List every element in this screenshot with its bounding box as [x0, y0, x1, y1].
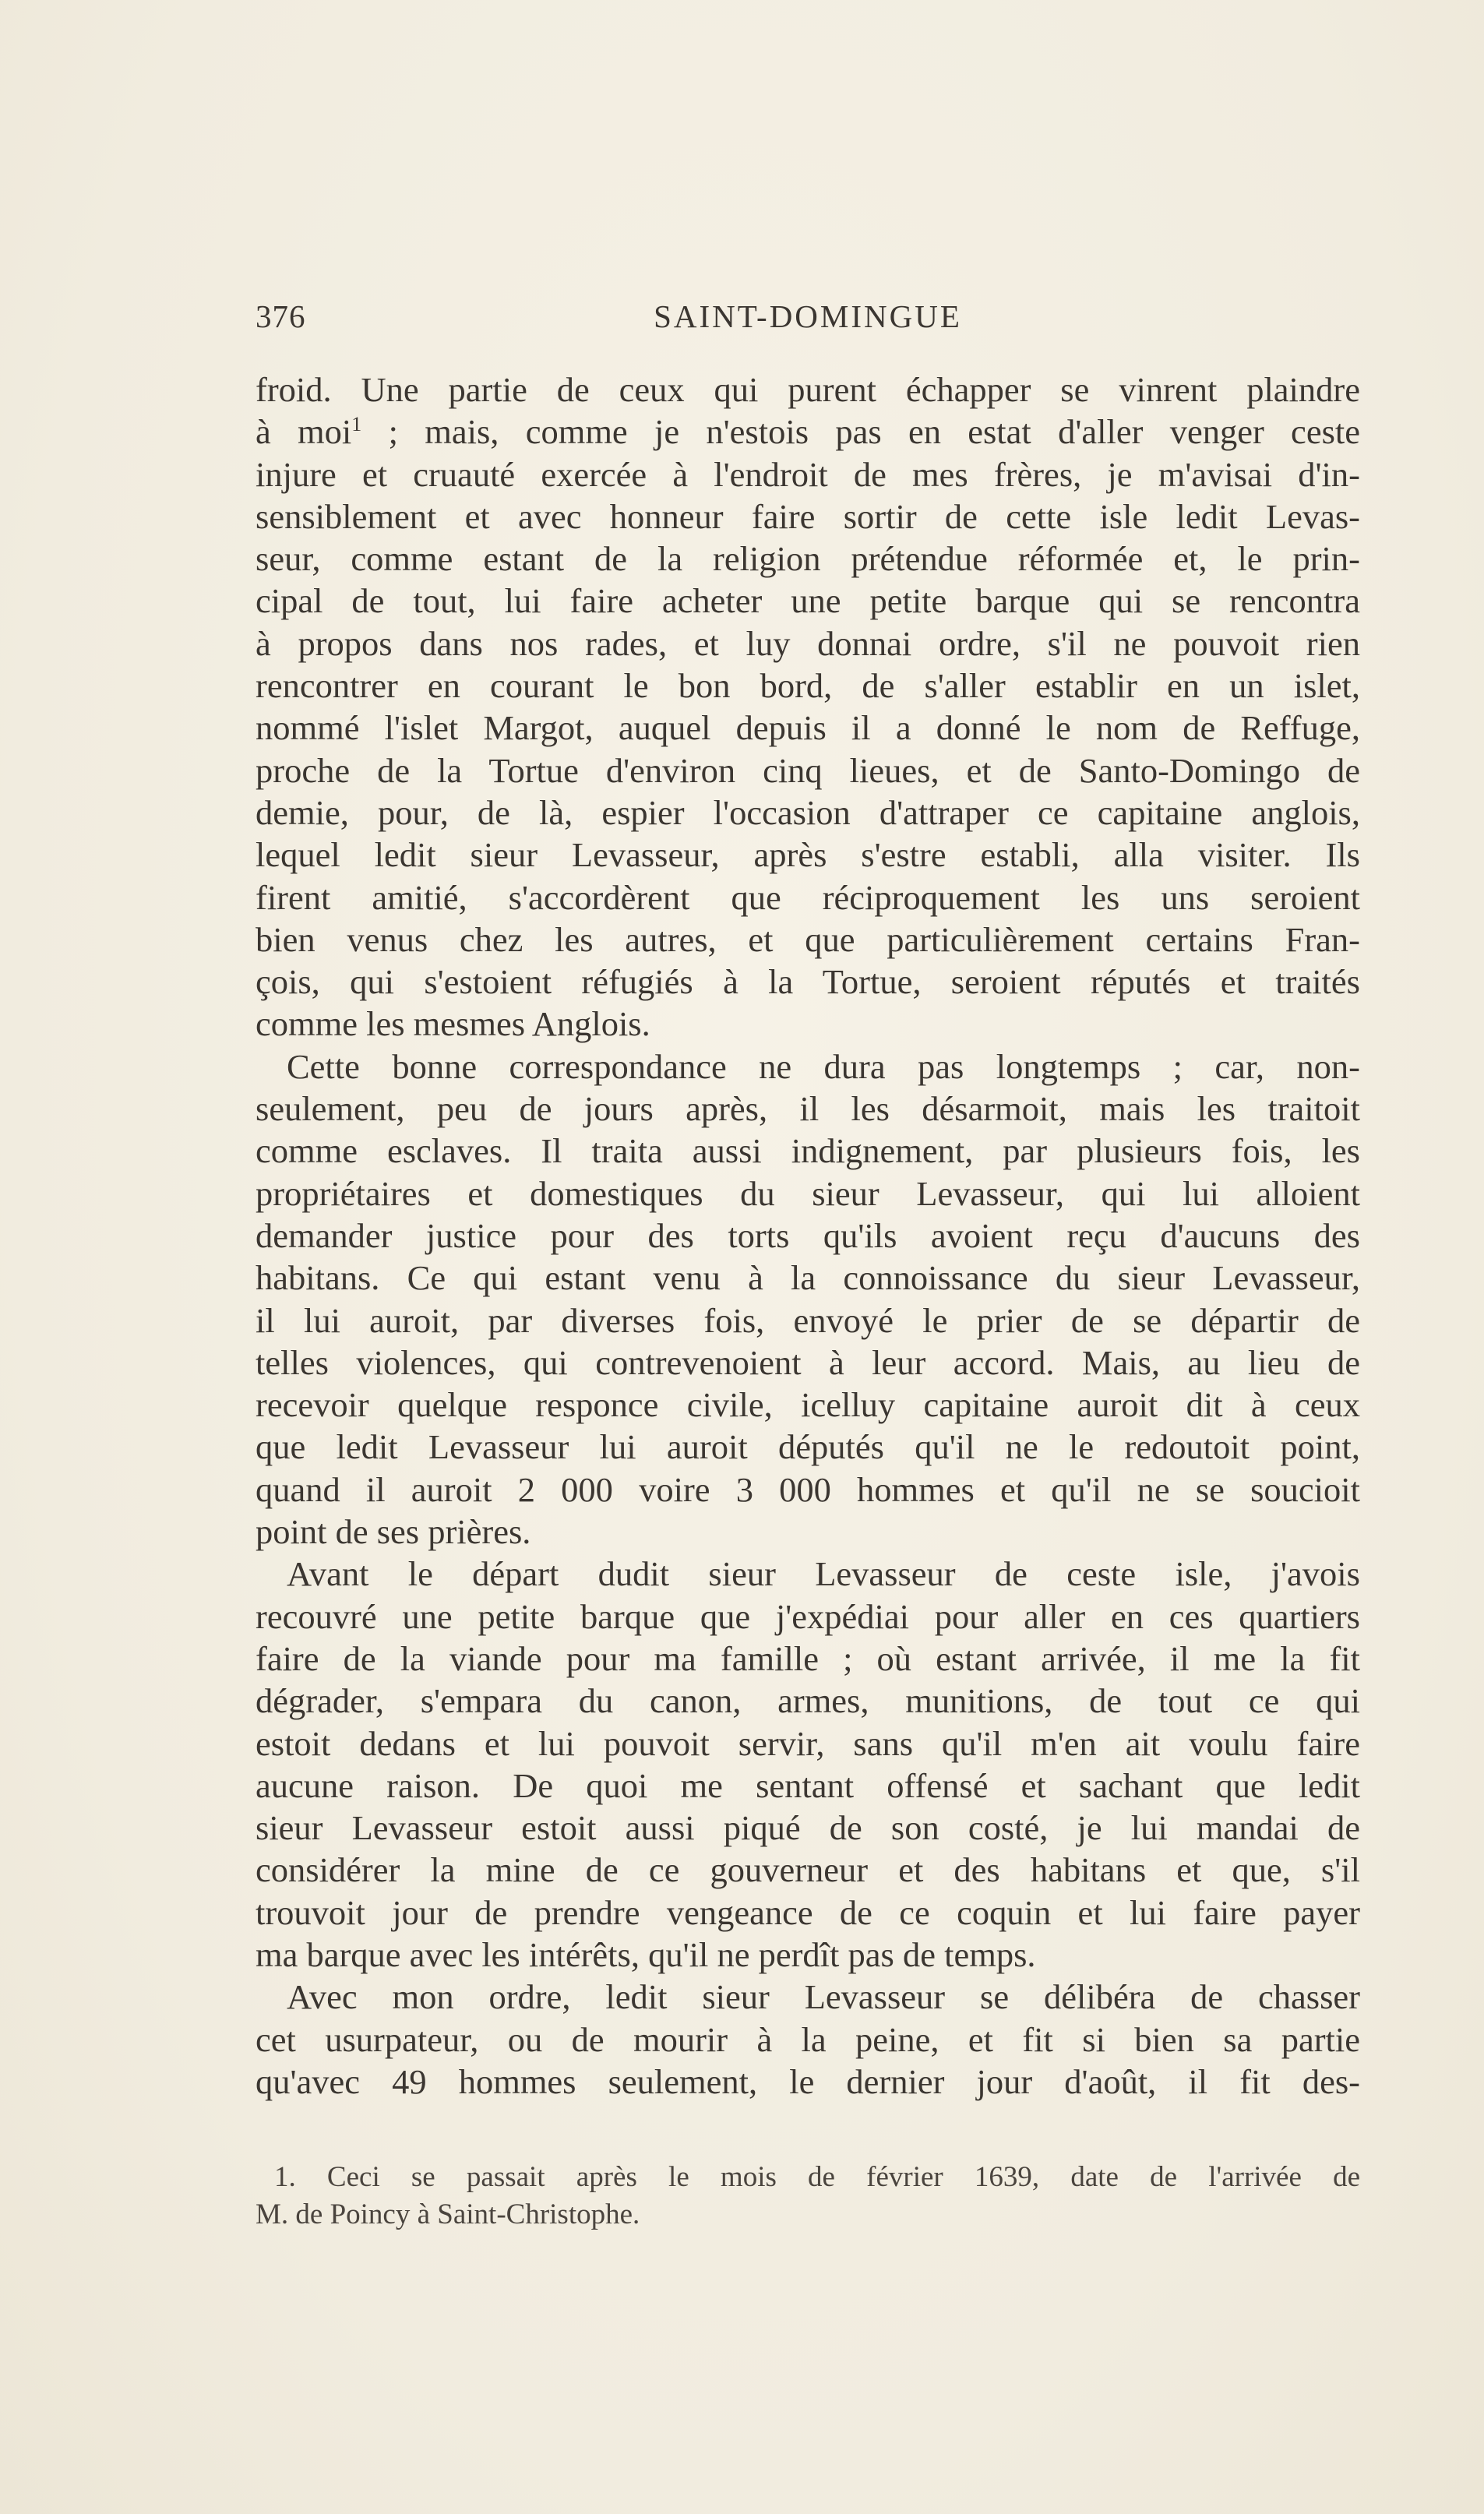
paragraph-end-line: ma barque avec les intérêts, qu'il ne perdît pas de temps. — [256, 1934, 1036, 1974]
paragraph-start-line: Avant le départ dudit sieur Levasseur de ceste isle, j'avois — [287, 1554, 1360, 1594]
footnote-line: 1. Ceci se passait après le mois de février 1639, date de l'arrivée de — [274, 2161, 1360, 2193]
text-line: demie, pour, de là, espier l'occasion d'attraper ce capitaine anglois, — [256, 792, 1360, 832]
text-line: considérer la mine de ce gouverneur et des habitans et que, s'il — [256, 1850, 1360, 1890]
footnote-reference: 1 — [351, 413, 362, 436]
text-line: quand il auroit 2 000 voire 3 000 hommes et qu'il ne se soucioit — [256, 1469, 1360, 1509]
text-line: bien venus chez les autres, et que particulièrement certains Fran- — [256, 919, 1360, 959]
text-line: sensiblement et avec honneur faire sortir de cette isle ledit Levas- — [256, 496, 1360, 536]
text-line: cet usurpateur, ou de mourir à la peine, et fit si bien sa partie — [256, 2019, 1360, 2059]
page-number: 376 — [256, 298, 306, 334]
text-line: qu'avec 49 hommes seulement, le dernier jour d'août, il fit des- — [256, 2061, 1360, 2101]
text-line: froid. Une partie de ceux qui purent échapper se vinrent plaindre — [256, 370, 1360, 409]
text-line: estoit dedans et lui pouvoit servir, sans qu'il m'en ait voulu faire — [256, 1723, 1360, 1763]
paragraph-end-line: point de ses prières. — [256, 1512, 531, 1552]
text-line: nommé l'islet Margot, auquel depuis il a donné le nom de Reffuge, — [256, 708, 1360, 748]
text-line: dégrader, s'empara du canon, armes, munitions, de tout ce qui — [256, 1681, 1360, 1721]
text-line: propriétaires et domestiques du sieur Levasseur, qui lui alloient — [256, 1173, 1360, 1213]
text-line: que ledit Levasseur lui auroit députés qu'il ne le redoutoit point, — [256, 1427, 1360, 1467]
footnote — [256, 2159, 1360, 2234]
paragraph-start-line: Avec mon ordre, ledit sieur Levasseur se délibéra de chasser — [287, 1977, 1360, 2017]
text-line: firent amitié, s'accordèrent que réciproquement les uns seroient — [256, 877, 1360, 917]
text-line: telles violences, qui contrevenoient à leur accord. Mais, au lieu de — [256, 1342, 1360, 1382]
text-line: injure et cruauté exercée à l'endroit de mes frères, je m'avisai d'in- — [256, 454, 1360, 494]
text-line: comme esclaves. Il traita aussi indignement, par plusieurs fois, les — [256, 1131, 1360, 1171]
text-line: faire de la viande pour ma famille ; où estant arrivée, il me la fit — [256, 1638, 1360, 1678]
text-line: cipal de tout, lui faire acheter une petite barque qui se rencontra — [256, 581, 1360, 621]
running-head — [256, 298, 1360, 344]
footnote-line: M. de Poincy à Saint-Christophe. — [256, 2198, 640, 2230]
paragraph-start-line: Cette bonne correspondance ne dura pas longtemps ; car, non- — [287, 1046, 1360, 1086]
body-text — [256, 368, 1360, 2103]
text-line: à propos dans nos rades, et luy donnai ordre, s'il ne pouvoit rien — [256, 623, 1360, 663]
text-line — [256, 411, 1360, 453]
text-line: habitans. Ce qui estant venu à la connoissance du sieur Levasseur, — [256, 1258, 1360, 1298]
text-line: sieur Levasseur estoit aussi piqué de son costé, je lui mandai de — [256, 1808, 1360, 1848]
text-line: recevoir quelque responce civile, icelluy capitaine auroit dit à ceux — [256, 1385, 1360, 1425]
text-line-start: à moi — [256, 412, 352, 452]
text-line-end: ; mais, comme je n'estois pas en estat d'aller venger ceste — [361, 412, 1360, 452]
text-line: lequel ledit sieur Levasseur, après s'estre establi, alla visiter. Ils — [256, 835, 1360, 875]
text-line: trouvoit jour de prendre vengeance de ce coquin et lui faire payer — [256, 1892, 1360, 1932]
text-line: seulement, peu de jours après, il les désarmoit, mais les traitoit — [256, 1089, 1360, 1129]
text-line: demander justice pour des torts qu'ils avoient reçu d'aucuns des — [256, 1215, 1360, 1255]
text-line: proche de la Tortue d'environ cinq lieues, et de Santo-Domingo de — [256, 750, 1360, 790]
text-line: çois, qui s'estoient réfugiés à la Tortue, seroient réputés et traités — [256, 962, 1360, 1002]
text-line: seur, comme estant de la religion prétendue réformée et, le prin- — [256, 539, 1360, 579]
text-line: rencontrer en courant le bon bord, de s'aller establir en un islet, — [256, 666, 1360, 706]
paragraph-end-line: comme les mesmes Anglois. — [256, 1004, 650, 1044]
text-line: aucune raison. De quoi me sentant offensé et sachant que ledit — [256, 1765, 1360, 1805]
text-line: recouvré une petite barque que j'expédiai pour aller en ces quartiers — [256, 1596, 1360, 1636]
running-title: SAINT-DOMINGUE — [654, 298, 962, 334]
text-line: il lui auroit, par diverses fois, envoyé le prier de se départir de — [256, 1300, 1360, 1340]
